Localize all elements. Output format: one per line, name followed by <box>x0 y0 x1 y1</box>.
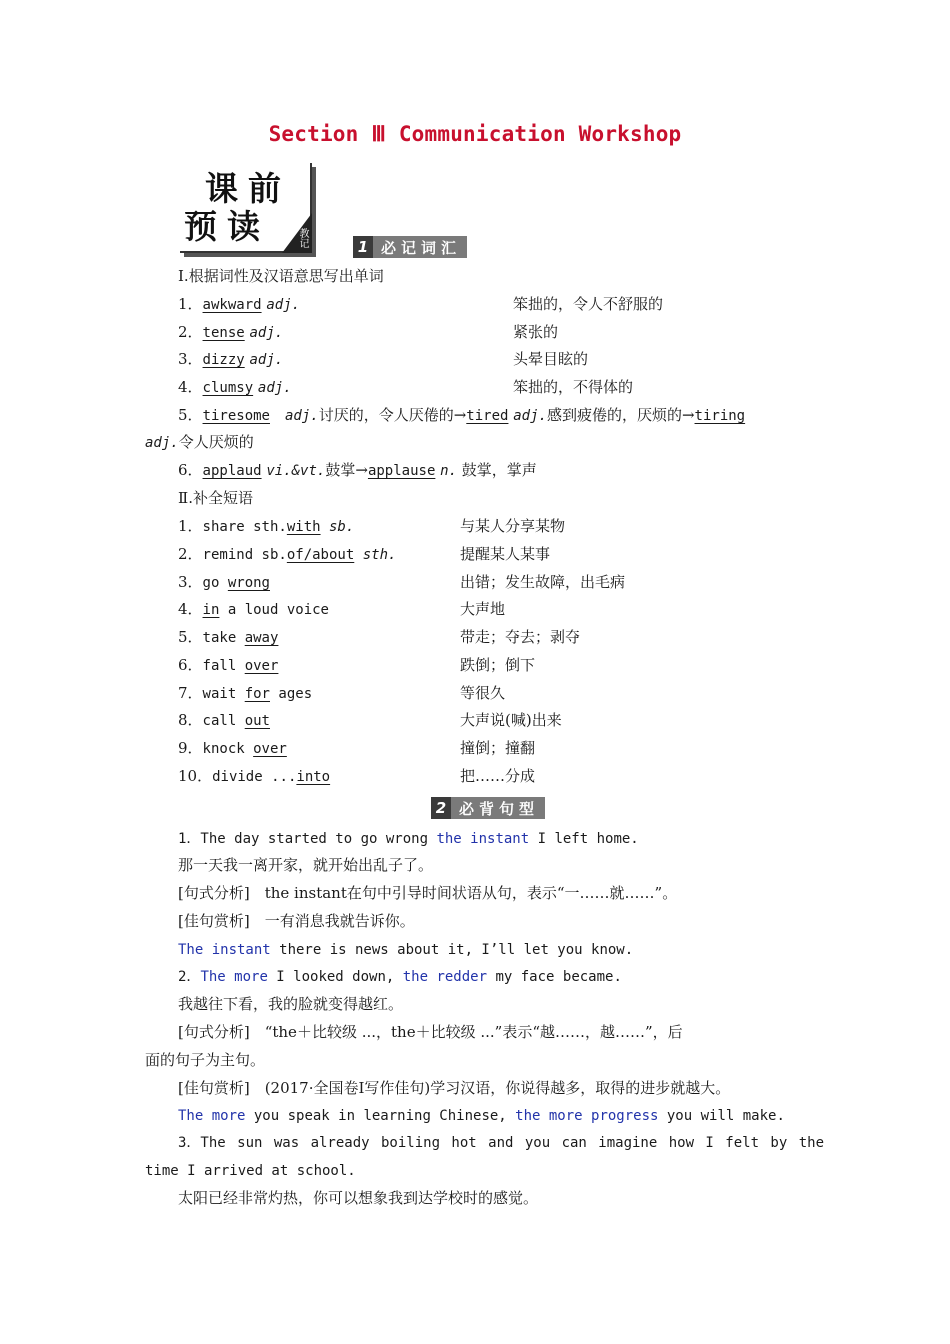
sentence-2-translation: 我越往下看，我的脸就变得越红。 <box>178 995 404 1013</box>
item-number: 10． <box>178 767 213 785</box>
sentence-key-phrase: The more <box>200 969 268 985</box>
phrase-meaning: 撞倒；撞翻 <box>460 739 536 757</box>
word-row <box>178 322 283 343</box>
word-meaning: 紧张的 <box>513 323 559 341</box>
part-of-speech: adj. <box>257 380 292 396</box>
part-of-speech: adj. <box>249 352 284 368</box>
phrase-answer: into <box>296 769 331 785</box>
item-number: 2． <box>178 323 203 341</box>
sentence-text: there is news about it, I’ll let you know. <box>270 942 634 958</box>
sentence-2-analysis-continued: 面的句子为主句。 <box>145 1051 266 1069</box>
answer-word: applaud <box>202 463 262 479</box>
sentence-key-phrase: the more progress <box>515 1108 659 1124</box>
answer-word: awkward <box>202 297 262 313</box>
sentence-text: I left home. <box>529 831 639 847</box>
phrase-text: share sth. <box>202 519 287 535</box>
phrase-answer: away <box>244 630 279 646</box>
phrase-answer: over <box>253 741 287 757</box>
item-number: 4． <box>178 600 203 618</box>
phrase-text: remind sb. <box>202 547 287 563</box>
part-of-speech: adj. <box>145 435 179 451</box>
phrase-row <box>178 738 287 759</box>
phrase-text: wait <box>202 686 245 702</box>
preview-badge <box>180 163 312 253</box>
phrase-meaning: 带走；夺去；剥夺 <box>460 628 581 646</box>
sentence-1-example <box>178 939 633 960</box>
phrase-text: sth. <box>354 547 397 563</box>
section-header-vocabulary <box>353 236 467 258</box>
phrase-row <box>178 516 354 537</box>
part-of-speech: n. <box>440 463 458 479</box>
answer-word: tense <box>202 325 245 341</box>
phrase-text: knock <box>202 741 254 757</box>
sentence-2 <box>178 966 622 987</box>
phrase-answer: of/about <box>286 547 355 563</box>
sentence-text: you will make. <box>658 1108 785 1124</box>
part2-heading: Ⅱ.补全短语 <box>178 489 253 507</box>
sentence-key-phrase: the instant <box>436 831 530 847</box>
item-number: 7． <box>178 684 203 702</box>
sentence-3: 3．The sun was already boiling hot and you can imagine how I felt by the <box>178 1135 825 1151</box>
word-meaning: 笨拙的，令人不舒服的 <box>513 295 664 313</box>
phrase-row <box>178 655 278 676</box>
phrase-row <box>178 766 330 787</box>
part-of-speech: adj. <box>249 325 284 341</box>
item-number: 6． <box>178 461 203 479</box>
phrase-meaning: 出错；发生故障，出毛病 <box>460 573 626 591</box>
sentence-text: you speak in learning Chinese, <box>245 1108 516 1124</box>
phrase-meaning: 等很久 <box>460 684 506 702</box>
phrase-answer: out <box>244 713 270 729</box>
sentence-3-translation: 太阳已经非常灼热，你可以想象我到达学校时的感觉。 <box>178 1189 539 1207</box>
section-number: 1 <box>353 236 373 258</box>
item-number: 6． <box>178 656 203 674</box>
section-number: 2 <box>431 797 451 819</box>
phrase-answer: with <box>286 519 321 535</box>
phrase-answer: wrong <box>227 575 270 591</box>
phrase-row <box>178 572 270 593</box>
phrase-text: divide ... <box>212 769 297 785</box>
answer-word: tired <box>466 408 509 424</box>
item-number: 1． <box>178 517 203 535</box>
phrase-meaning: 提醒某人某事 <box>460 545 551 563</box>
answer-word: clumsy <box>202 380 254 396</box>
item-number: 5． <box>178 406 203 424</box>
phrase-text: ages <box>270 686 313 702</box>
item-number: 4． <box>178 378 203 396</box>
phrase-meaning: 大声地 <box>460 600 506 618</box>
phrase-row <box>178 683 312 704</box>
sentence-key-phrase: The more <box>178 1108 246 1124</box>
sentence-text: I looked down, <box>267 969 403 985</box>
badge-line-1: 课前 <box>205 169 291 208</box>
item-number: 8． <box>178 711 203 729</box>
sentence-2-example <box>178 1105 785 1126</box>
sentence-text: my face became. <box>487 969 622 985</box>
section-label: 必记词汇 <box>381 238 462 257</box>
phrase-text: sb. <box>320 519 355 535</box>
word-row <box>178 349 283 370</box>
phrase-row <box>178 599 329 620</box>
item-number: 5． <box>178 628 203 646</box>
section-header-sentences <box>431 797 545 819</box>
word-row <box>178 460 537 481</box>
sentence-1 <box>178 828 639 849</box>
part-of-speech: vi.&vt. <box>266 463 326 479</box>
phrase-meaning: 把……分成 <box>460 767 536 785</box>
phrase-meaning: 跌倒；倒下 <box>460 656 536 674</box>
part-of-speech: adj. <box>266 297 301 313</box>
sentence-key-phrase: the redder <box>402 969 488 985</box>
phrase-answer: over <box>244 658 279 674</box>
word-row <box>178 377 292 398</box>
item-number: 3． <box>178 573 203 591</box>
phrase-answer: for <box>244 686 270 702</box>
sentence-1-analysis: [句式分析] the instant在句中引导时间状语从句，表示“一……就……”。 <box>178 884 678 902</box>
phrase-row <box>178 544 396 565</box>
page-title: Section Ⅲ Communication Workshop <box>268 122 682 146</box>
word-row <box>178 405 745 426</box>
word-meaning: 讨厌的，令人厌倦的→ <box>318 406 467 424</box>
answer-word: applause <box>367 463 436 479</box>
item-number: 2． <box>178 545 203 563</box>
word-row-continued <box>145 432 254 453</box>
phrase-text: take <box>202 630 245 646</box>
word-meaning: 感到疲倦的，厌烦的→ <box>546 406 695 424</box>
answer-word: tiresome <box>202 408 270 424</box>
sentence-3-continued: time I arrived at school. <box>145 1163 356 1179</box>
word-row <box>178 294 300 315</box>
badge-line-2: 预读 <box>184 207 270 246</box>
phrase-meaning: 与某人分享某物 <box>460 517 566 535</box>
phrase-row <box>178 710 270 731</box>
sentence-1-example-label: [佳句赏析] 一有消息我就告诉你。 <box>178 912 415 930</box>
part-of-speech: adj. <box>513 408 547 424</box>
answer-word: dizzy <box>202 352 245 368</box>
item-number: 3． <box>178 350 203 368</box>
phrase-row <box>178 627 278 648</box>
part1-heading: Ⅰ.根据词性及汉语意思写出单词 <box>178 267 384 285</box>
section-label: 必背句型 <box>459 799 540 818</box>
word-meaning: 笨拙的，不得体的 <box>513 378 634 396</box>
part-of-speech: adj. <box>285 408 319 424</box>
word-meaning: 令人厌烦的 <box>178 433 254 451</box>
sentence-1-translation: 那一天我一离开家，就开始出乱子了。 <box>178 856 434 874</box>
answer-word: tiring <box>694 408 746 424</box>
item-number: 9． <box>178 739 203 757</box>
sentence-2-example-label: [佳句赏析] (2017·全国卷Ⅰ写作佳句)学习汉语，你说得越多，取得的进步就越大。 <box>178 1079 731 1097</box>
word-meaning: 鼓掌，掌声 <box>461 461 537 479</box>
phrase-answer: in <box>202 602 220 618</box>
phrase-text: go <box>202 575 228 591</box>
word-meaning: 鼓掌→ <box>325 461 368 479</box>
sentence-text: 2． <box>178 969 201 985</box>
item-number: 1． <box>178 295 203 313</box>
phrase-text: fall <box>202 658 245 674</box>
badge-corner-text: 教记 <box>297 228 308 248</box>
sentence-2-analysis: [句式分析] “the＋比较级 ...，the＋比较级 ...”表示“越……，越……”，后 <box>178 1023 683 1041</box>
phrase-text: a loud voice <box>219 602 329 618</box>
phrase-meaning: 大声说(喊)出来 <box>460 711 562 729</box>
sentence-text: 1．The day started to go wrong <box>178 831 437 847</box>
word-meaning: 头晕目眩的 <box>513 350 589 368</box>
sentence-key-phrase: The instant <box>178 942 271 958</box>
phrase-text: call <box>202 713 245 729</box>
